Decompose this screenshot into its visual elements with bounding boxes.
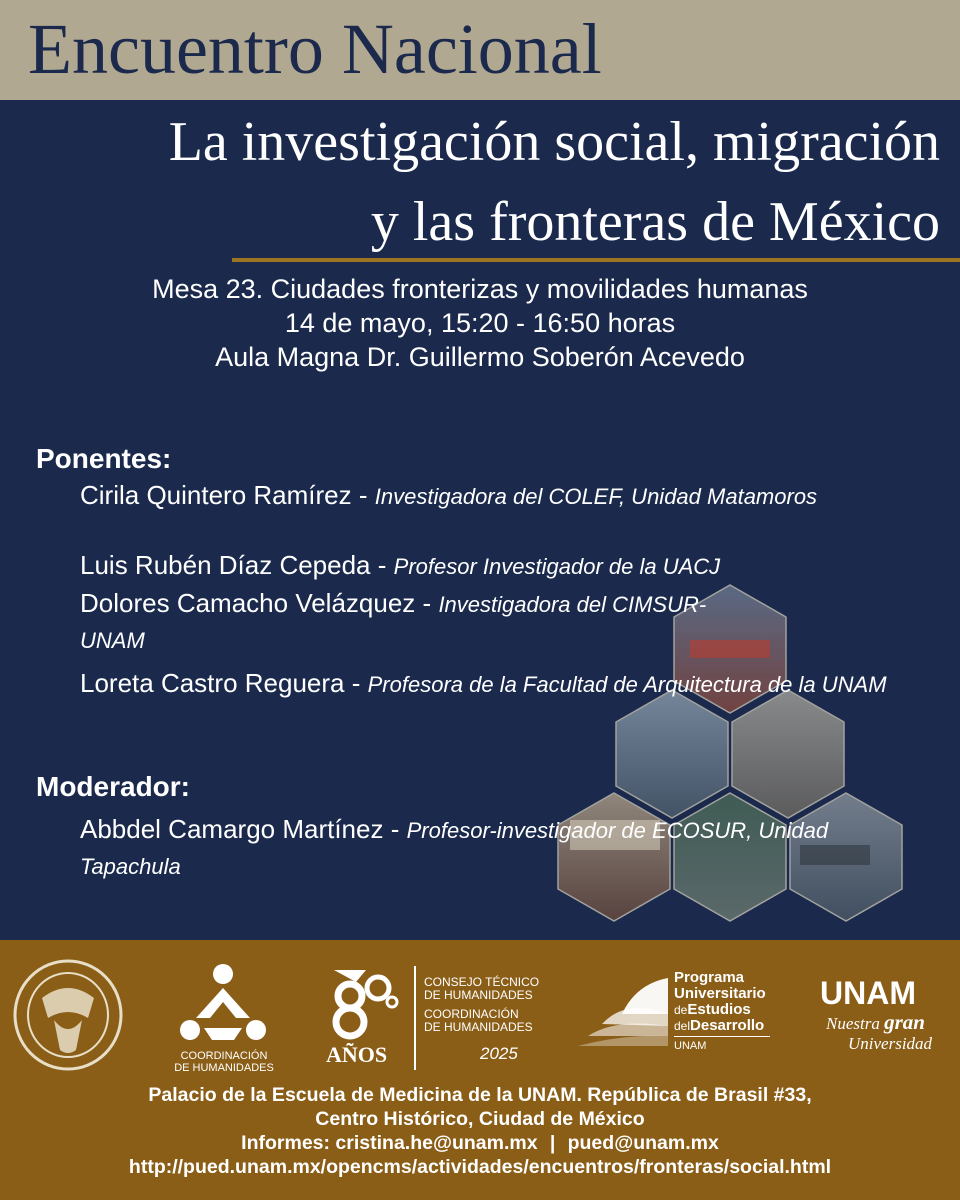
speaker-2-role: Profesor Investigador de la UACJ bbox=[393, 554, 721, 579]
coordinacion-label: COORDINACIÓN DE HUMANIDADES bbox=[174, 1050, 274, 1074]
speaker-2 bbox=[80, 548, 920, 584]
unam-tag-nuestra: Nuestra bbox=[826, 1014, 880, 1033]
speaker-1-role: Investigadora del COLEF, Unidad Matamoros bbox=[374, 484, 818, 509]
moderator-role: Profesor-investigador de ECOSUR, Unidad Tapachula bbox=[80, 818, 829, 879]
hex-photo-walkers bbox=[732, 690, 844, 818]
event-url[interactable]: http://pued.unam.mx/opencms/actividades/encuentros/fronteras/social.html bbox=[128, 1156, 832, 1178]
consejo-label bbox=[424, 976, 539, 1034]
hex-photo-river bbox=[616, 690, 728, 818]
coord-line-1: COORDINACIÓN bbox=[424, 1007, 519, 1021]
info-email-2[interactable]: pued@unam.mx bbox=[567, 1132, 719, 1154]
speaker-3-name: Dolores Camacho Velázquez bbox=[80, 588, 416, 618]
pued-desarrollo: Desarrollo bbox=[690, 1017, 765, 1034]
unam-tag-gran: gran bbox=[884, 1010, 925, 1034]
speaker-1-name: Cirila Quintero Ramírez bbox=[80, 480, 352, 510]
pued-line-3 bbox=[674, 1002, 766, 1018]
consejo-line-1: CONSEJO TÉCNICO bbox=[424, 975, 540, 989]
pued-rule bbox=[674, 1036, 770, 1037]
pued-line-1: Programa bbox=[674, 969, 745, 986]
pued-unam-label: UNAM bbox=[674, 1040, 707, 1052]
main-panel bbox=[0, 100, 960, 940]
speaker-3 bbox=[80, 586, 720, 658]
info-email-1[interactable]: Informes: cristina.he@unam.mx bbox=[241, 1132, 538, 1154]
moderator bbox=[80, 812, 920, 884]
moderator-heading: Moderador: bbox=[36, 771, 190, 802]
speaker-4 bbox=[80, 666, 920, 702]
anos-label: AÑOS bbox=[326, 1042, 388, 1067]
speaker-4-separator: - bbox=[351, 668, 361, 698]
speaker-4-name: Loreta Castro Reguera bbox=[80, 668, 345, 698]
pued-fan-logo-icon bbox=[576, 974, 668, 1048]
contact-line bbox=[0, 1131, 960, 1155]
event-title: Encuentro Nacional bbox=[28, 9, 602, 89]
footer-band bbox=[0, 940, 960, 1200]
session-venue: Aula Magna Dr. Guillermo Soberón Acevedo bbox=[215, 342, 745, 372]
pued-line-2: Universitario bbox=[674, 985, 766, 1002]
speaker-1 bbox=[80, 478, 920, 514]
coord-line-2: DE HUMANIDADES bbox=[424, 1020, 533, 1034]
speaker-2-name: Luis Rubén Díaz Cepeda bbox=[80, 550, 371, 580]
unam-seal-icon bbox=[12, 958, 124, 1072]
pued-de: de bbox=[674, 1003, 688, 1017]
speaker-3-role: Investigadora del CIMSUR-UNAM bbox=[80, 592, 707, 653]
session-table: Mesa 23. Ciudades fronterizas y movilidades humanas bbox=[152, 274, 808, 304]
logo-divider bbox=[414, 966, 416, 1070]
unam-wordmark: UNAM bbox=[820, 975, 916, 1011]
subtitle-line-1: La investigación social, migración bbox=[168, 111, 940, 173]
speaker-3-separator: - bbox=[422, 588, 432, 618]
coordinacion-humanidades-logo-icon bbox=[178, 962, 268, 1050]
moderator-separator: - bbox=[390, 814, 400, 844]
eighty-years-logo-icon bbox=[326, 966, 402, 1040]
pued-del: del bbox=[674, 1019, 691, 1033]
speaker-4-role: Profesora de la Facultad de Arquitectura de la UNAM bbox=[367, 672, 887, 697]
session-datetime: 14 de mayo, 15:20 - 16:50 horas bbox=[284, 308, 676, 338]
moderator-name: Abbdel Camargo Martínez bbox=[80, 814, 384, 844]
subtitle-line-2: y las fronteras de México bbox=[370, 191, 940, 253]
consejo-line-2: DE HUMANIDADES bbox=[424, 988, 533, 1002]
unam-tagline-1 bbox=[826, 1012, 925, 1034]
footer-info bbox=[0, 1083, 960, 1179]
pued-label bbox=[674, 970, 766, 1034]
title-band bbox=[0, 0, 960, 100]
unam-tagline-2: Universidad bbox=[848, 1034, 933, 1053]
address-line-1: Palacio de la Escuela de Medicina de la UNAM. República de Brasil #33, bbox=[148, 1084, 812, 1106]
speaker-1-separator: - bbox=[358, 480, 368, 510]
speaker-2-separator: - bbox=[377, 550, 387, 580]
info-separator: | bbox=[549, 1132, 556, 1154]
address-line-2: Centro Histórico, Ciudad de México bbox=[315, 1108, 645, 1130]
pued-estudios: Estudios bbox=[687, 1001, 751, 1018]
year-label: 2025 bbox=[480, 1044, 518, 1063]
speakers-heading: Ponentes: bbox=[36, 443, 172, 474]
pued-line-4 bbox=[674, 1018, 766, 1034]
